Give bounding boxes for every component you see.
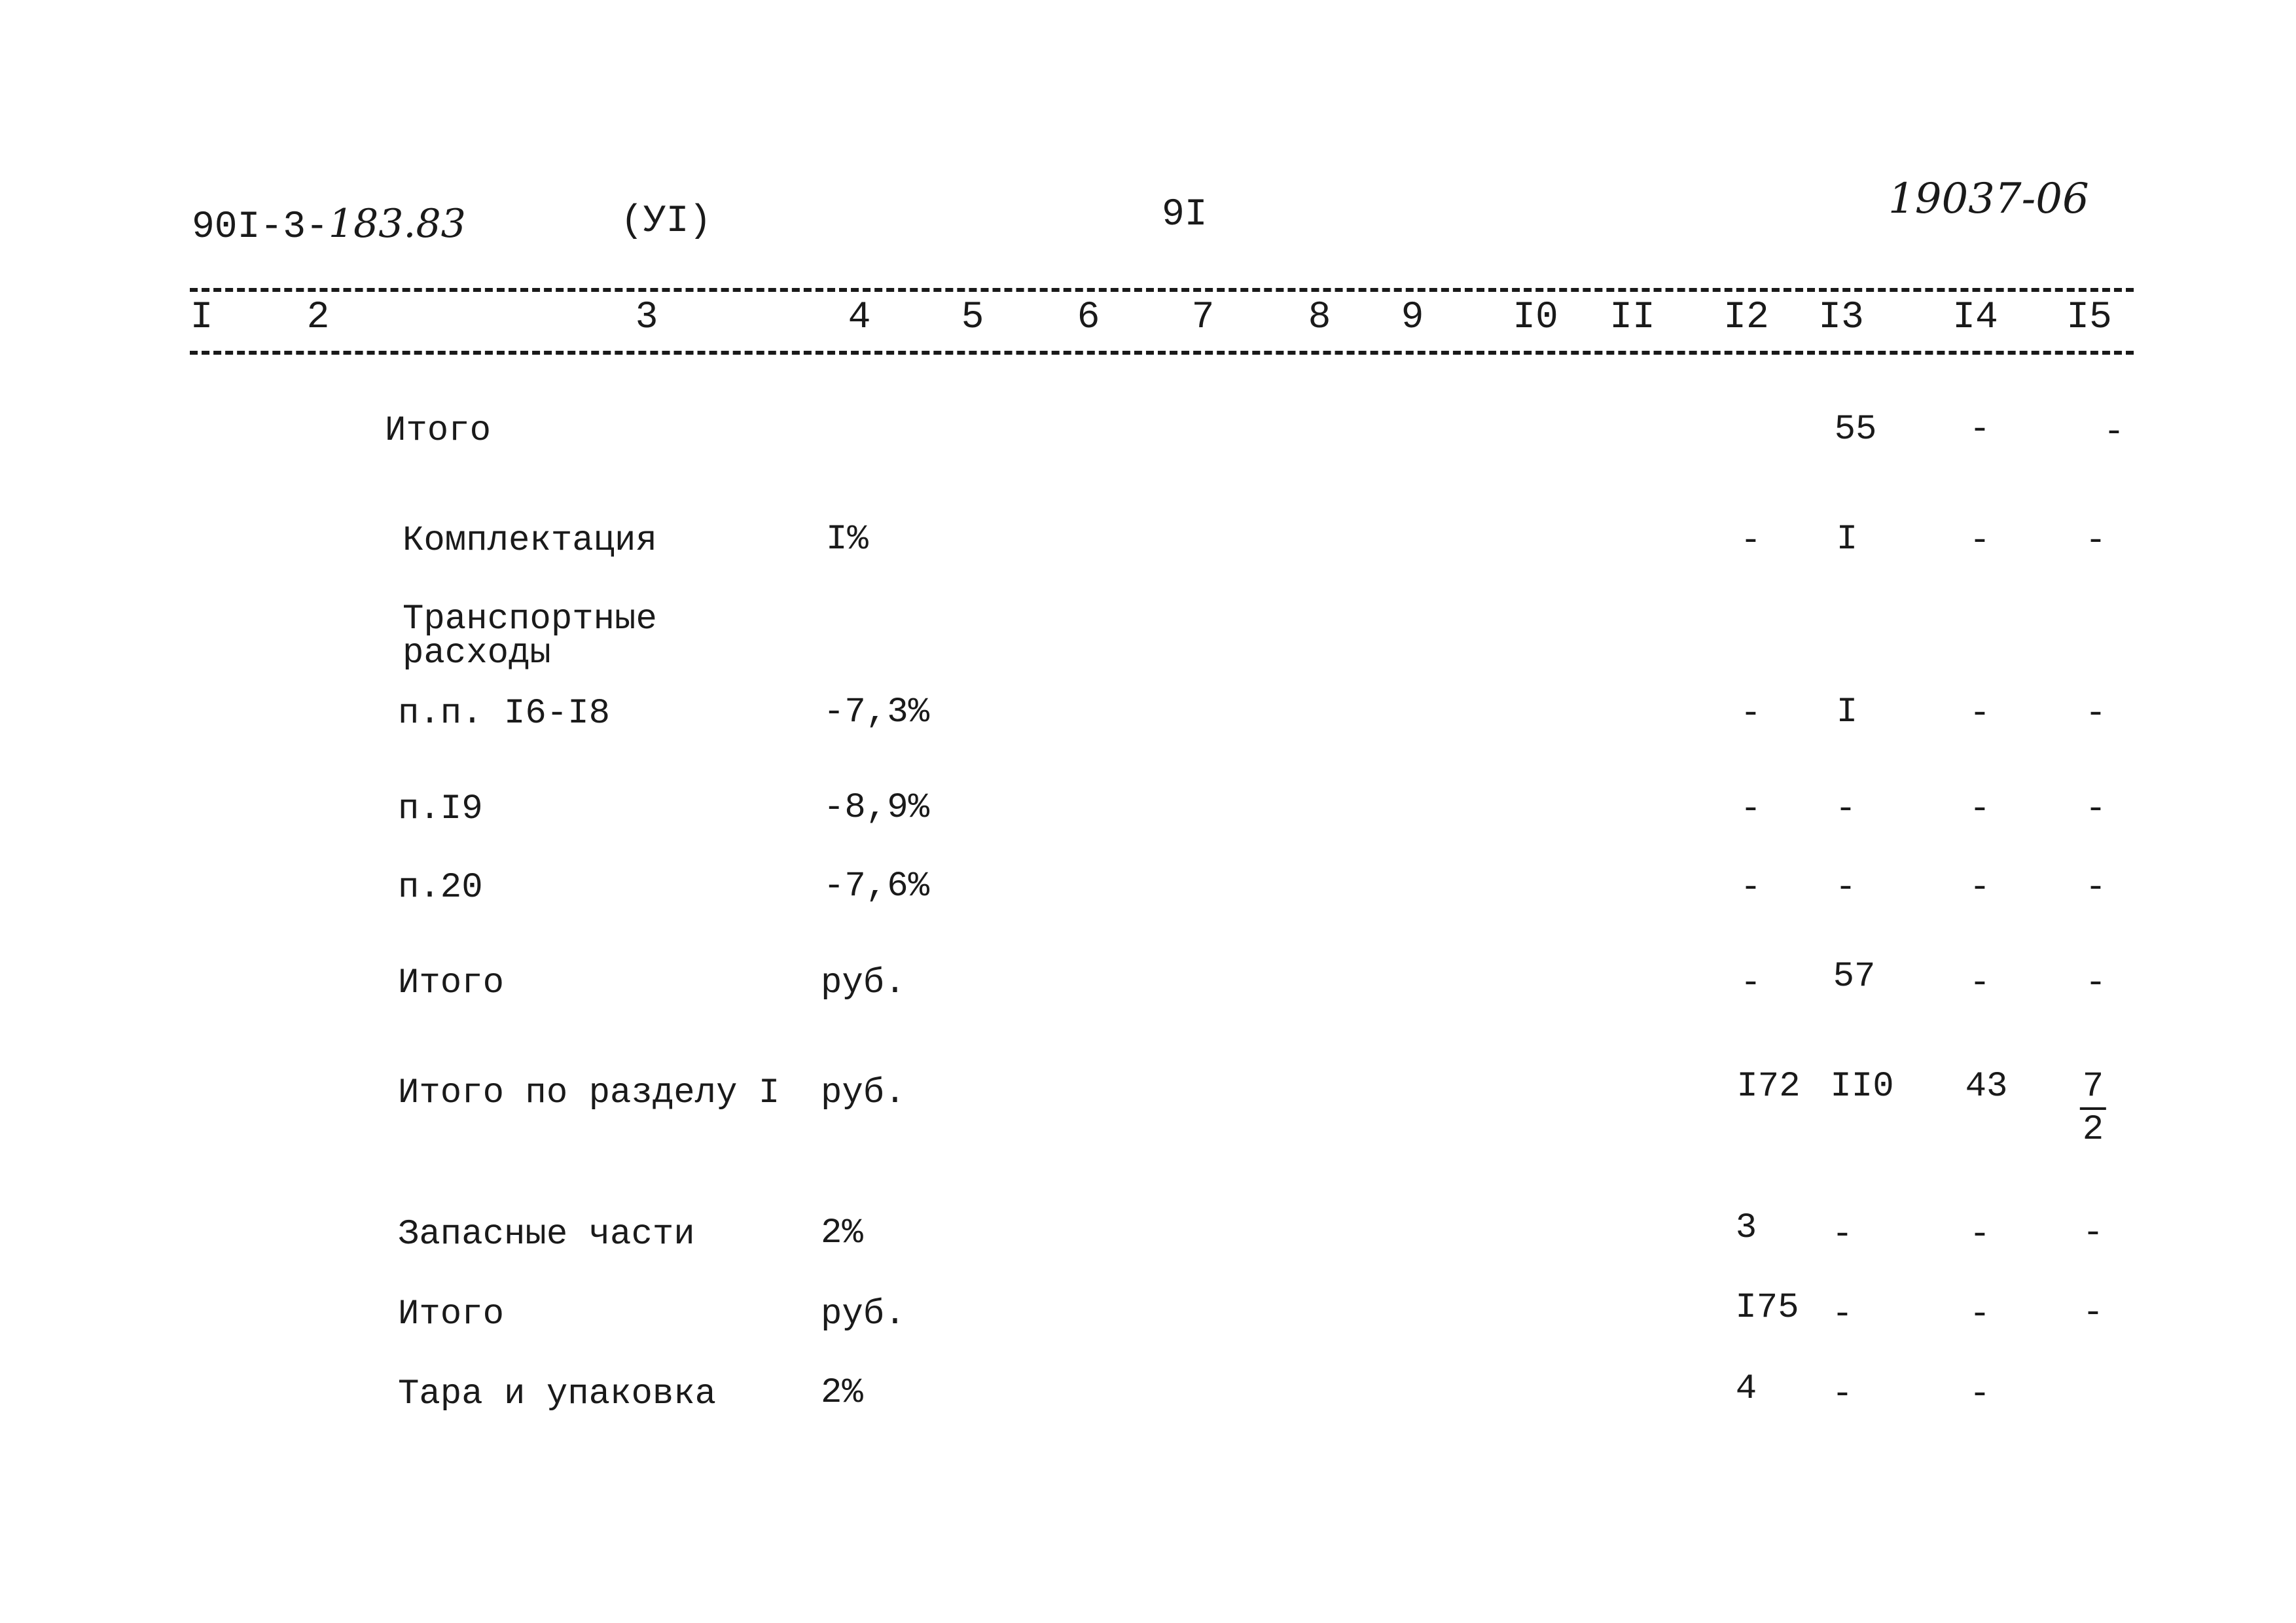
fraction-numerator: 7 — [2080, 1067, 2106, 1110]
column-header-12: I2 — [1723, 296, 1769, 339]
cell-col-12: - — [1740, 694, 1762, 734]
cell-col-12: I75 — [1735, 1288, 1799, 1328]
cell-col-13: - — [1835, 868, 1857, 908]
column-header-14: I4 — [1952, 296, 1998, 339]
document-code-handwritten: 183.83 — [328, 201, 466, 247]
cell-col-14: - — [1969, 410, 1991, 450]
column-header-13: I3 — [1818, 296, 1864, 339]
archive-number-handwritten: 19037-06 — [1888, 175, 2089, 223]
document-code — [192, 201, 466, 249]
cell-col-15: - — [2085, 963, 2107, 1003]
cell-col-12: 4 — [1735, 1369, 1757, 1409]
header-bottom-dashed-rule — [190, 351, 2134, 355]
cell-col-12: - — [1740, 963, 1762, 1003]
cell-col-13: II0 — [1830, 1067, 1894, 1107]
cell-col-15: - — [2103, 412, 2125, 452]
row-unit: 2% — [821, 1373, 863, 1413]
cell-col-15: - — [2085, 521, 2107, 561]
column-header-10: I0 — [1513, 296, 1558, 339]
cell-col-14: - — [1969, 789, 1991, 829]
row-name: Итого — [385, 411, 492, 451]
row-unit: 2% — [821, 1213, 863, 1253]
row-unit: -7,3% — [823, 692, 930, 732]
column-header-3: 3 — [635, 296, 658, 339]
column-header-2: 2 — [306, 296, 330, 339]
column-header-15: I5 — [2066, 296, 2112, 339]
column-header-11: II — [1609, 296, 1655, 339]
column-header-5: 5 — [961, 296, 984, 339]
page-number: 9I — [1162, 194, 1208, 236]
cell-col-13: 57 — [1833, 957, 1876, 997]
row-name-continuation: расходы — [403, 633, 551, 673]
cell-col-13: I — [1836, 520, 1858, 560]
cell-col-12: - — [1740, 868, 1762, 908]
cell-col-15: - — [2085, 694, 2107, 734]
cell-col-14: - — [1969, 1215, 1991, 1255]
row-unit: -8,9% — [823, 788, 930, 828]
row-name: Итого — [398, 963, 505, 1003]
cell-col-13: - — [1831, 1374, 1854, 1414]
cell-col-13: - — [1835, 789, 1857, 829]
cell-col-14: - — [1969, 963, 1991, 1003]
header-top-dashed-rule — [190, 288, 2134, 292]
cell-col-13: - — [1831, 1294, 1854, 1334]
cell-col-15: - — [2085, 868, 2107, 908]
row-name: Комплектация — [403, 521, 657, 561]
column-header-1: I — [190, 296, 213, 339]
column-header-6: 6 — [1077, 296, 1100, 339]
cell-col-14: - — [1969, 1294, 1991, 1334]
cell-col-14: 43 — [1965, 1067, 2008, 1107]
cell-col-12: - — [1740, 789, 1762, 829]
cell-col-12: I72 — [1736, 1067, 1801, 1107]
cell-col-15-fraction — [2080, 1067, 2106, 1150]
row-unit: руб. — [821, 1073, 906, 1113]
row-unit: руб. — [821, 1294, 906, 1334]
column-header-7: 7 — [1191, 296, 1215, 339]
row-unit: I% — [826, 520, 869, 560]
cell-col-15: - — [2085, 789, 2107, 829]
cell-col-15: - — [2082, 1293, 2104, 1333]
cell-col-12: 3 — [1735, 1208, 1757, 1248]
document-code-printed: 90I-3- — [192, 206, 329, 249]
row-name: п.п. I6-I8 — [398, 694, 611, 734]
row-name: Транспортные — [403, 599, 657, 639]
row-name: Итого по разделу I — [398, 1073, 780, 1113]
cell-col-14: - — [1969, 1374, 1991, 1414]
row-name: Запасные части — [398, 1215, 695, 1255]
row-name: п.I9 — [398, 789, 483, 829]
row-unit: руб. — [821, 963, 906, 1003]
row-unit: -7,6% — [823, 866, 930, 906]
column-header-9: 9 — [1401, 296, 1424, 339]
fraction-denominator: 2 — [2082, 1110, 2104, 1150]
cell-col-12: - — [1740, 521, 1762, 561]
row-name: Итого — [398, 1294, 505, 1334]
volume-label: (УI) — [620, 200, 712, 243]
cell-col-14: - — [1969, 694, 1991, 734]
cell-col-13: I — [1836, 692, 1858, 732]
row-name: Тара и упаковка — [398, 1374, 717, 1414]
column-header-4: 4 — [848, 296, 871, 339]
cell-col-14: - — [1969, 521, 1991, 561]
column-header-8: 8 — [1308, 296, 1331, 339]
row-name: п.20 — [398, 868, 483, 908]
cell-col-14: - — [1969, 868, 1991, 908]
cell-col-13: - — [1831, 1215, 1854, 1255]
cell-col-15: - — [2082, 1213, 2104, 1253]
cell-col-13: 55 — [1834, 410, 1877, 450]
